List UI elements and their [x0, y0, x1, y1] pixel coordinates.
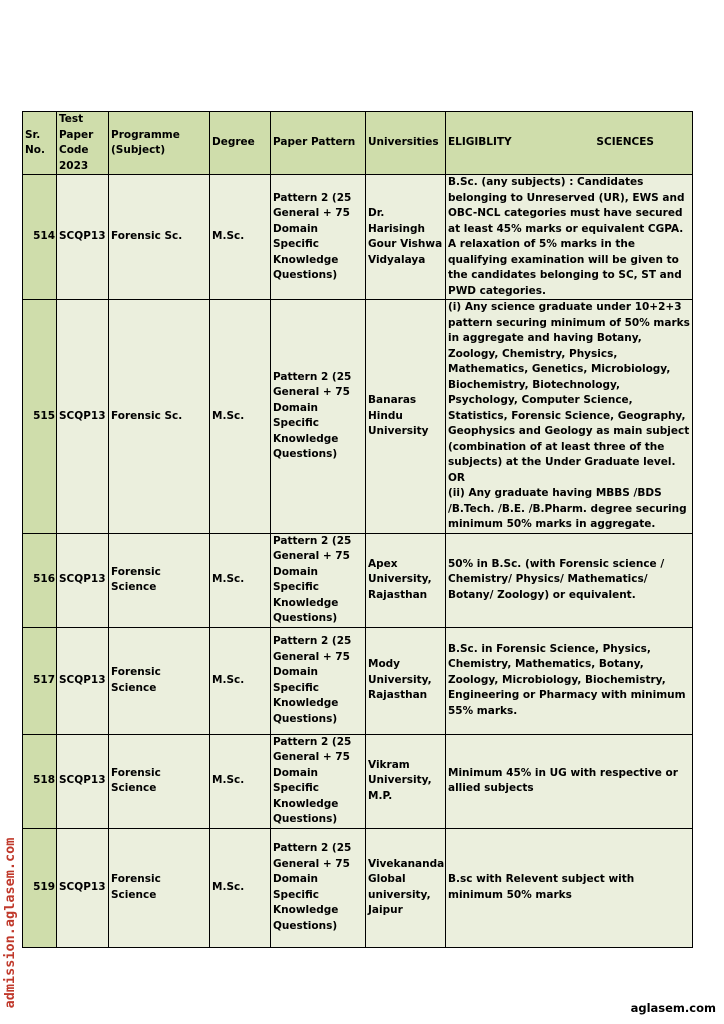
header-row [23, 112, 693, 175]
header-degree: Degree [210, 112, 271, 175]
eligibility-table [22, 111, 693, 948]
header-test-paper-code: Test Paper Code 2023 [57, 112, 109, 175]
cell-eligibility: B.Sc. (any subjects) : Candidates belonging to Unreserved (UR), EWS and OBC-NCL categories must have secured at least 45% marks or equivalent CGPA. A relaxation of 5% marks in the qualifying examination will be given to the candidates belonging to SC, ST and PWD categories. [446, 175, 693, 300]
cell-eligibility: 50% in B.Sc. (with Forensic science / Chemistry/ Physics/ Mathematics/ Botany/ Zoology) or equivalent. [446, 533, 693, 627]
cell-university: Dr. Harisingh Gour Vishwa Vidyalaya [366, 175, 446, 300]
header-universities: Universities [366, 112, 446, 175]
cell-programme: Forensic Sc. [109, 175, 210, 300]
cell-paper-pattern: Pattern 2 (25 General + 75 Domain Specific Knowledge Questions) [271, 627, 366, 734]
cell-university: Banaras Hindu University [366, 300, 446, 534]
cell-programme: Forensic Science [109, 533, 210, 627]
table-row [23, 734, 693, 828]
cell-paper-pattern: Pattern 2 (25 General + 75 Domain Specific Knowledge Questions) [271, 734, 366, 828]
cell-paper-pattern: Pattern 2 (25 General + 75 Domain Specific Knowledge Questions) [271, 828, 366, 947]
cell-test-paper-code: SCQP13 [57, 300, 109, 534]
cell-eligibility: B.sc with Relevent subject with minimum 50% marks [446, 828, 693, 947]
cell-programme: Forensic Sc. [109, 300, 210, 534]
header-sr-no: Sr. No. [23, 112, 57, 175]
cell-sr-no: 519 [23, 828, 57, 947]
cell-eligibility: B.Sc. in Forensic Science, Physics, Chemistry, Mathematics, Botany, Zoology, Microbiology, Biochemistry, Engineering or Pharmacy with minimum 55% marks. [446, 627, 693, 734]
side-watermark [1, 830, 19, 1015]
cell-degree: M.Sc. [210, 533, 271, 627]
cell-degree: M.Sc. [210, 828, 271, 947]
cell-sr-no: 517 [23, 627, 57, 734]
cell-programme: Forensic Science [109, 828, 210, 947]
side-watermark-text: admission.aglasem.com [2, 837, 18, 1008]
table-row [23, 533, 693, 627]
cell-degree: M.Sc. [210, 734, 271, 828]
cell-test-paper-code: SCQP13 [57, 828, 109, 947]
header-programme: Programme (Subject) [109, 112, 210, 175]
header-eligibility [446, 112, 693, 175]
cell-sr-no: 514 [23, 175, 57, 300]
cell-paper-pattern: Pattern 2 (25 General + 75 Domain Specific Knowledge Questions) [271, 300, 366, 534]
cell-test-paper-code: SCQP13 [57, 175, 109, 300]
table-row [23, 175, 693, 300]
header-stream-label: SCIENCES [596, 136, 654, 149]
cell-sr-no: 518 [23, 734, 57, 828]
cell-test-paper-code: SCQP13 [57, 734, 109, 828]
cell-test-paper-code: SCQP13 [57, 533, 109, 627]
cell-programme: Forensic Science [109, 627, 210, 734]
cell-eligibility: Minimum 45% in UG with respective or allied subjects [446, 734, 693, 828]
cell-university: Apex University, Rajasthan [366, 533, 446, 627]
cell-sr-no: 515 [23, 300, 57, 534]
cell-test-paper-code: SCQP13 [57, 627, 109, 734]
cell-degree: M.Sc. [210, 300, 271, 534]
header-paper-pattern: Paper Pattern [271, 112, 366, 175]
cell-degree: M.Sc. [210, 175, 271, 300]
table-body [23, 175, 693, 948]
cell-eligibility: (i) Any science graduate under 10+2+3 pattern securing minimum of 50% marks in aggregate and having Botany, Zoology, Chemistry, Physics, Mathematics, Genetics, Microbiology, Biochemistry, Biotechnology, Psychology, Computer Science, Statistics, Forensic Science, Geography, Geophysics and Geology as main subject (combination of at least three of the subjects) at the Under Graduate level. OR (ii) Any graduate having MBBS /BDS /B.Tech. /B.E. /B.Pharm. degree securing minimum 50% marks in aggregate. [446, 300, 693, 534]
table-row [23, 627, 693, 734]
corner-watermark: aglasem.com [630, 1001, 716, 1015]
table-row [23, 300, 693, 534]
cell-sr-no: 516 [23, 533, 57, 627]
header-eligibility-label: ELIGIBLITY [448, 136, 512, 149]
cell-paper-pattern: Pattern 2 (25 General + 75 Domain Specific Knowledge Questions) [271, 175, 366, 300]
cell-degree: M.Sc. [210, 627, 271, 734]
table-row [23, 828, 693, 947]
cell-university: Mody University, Rajasthan [366, 627, 446, 734]
cell-programme: Forensic Science [109, 734, 210, 828]
cell-university: Vivekananda Global university, Jaipur [366, 828, 446, 947]
cell-university: Vikram University, M.P. [366, 734, 446, 828]
cell-paper-pattern: Pattern 2 (25 General + 75 Domain Specific Knowledge Questions) [271, 533, 366, 627]
